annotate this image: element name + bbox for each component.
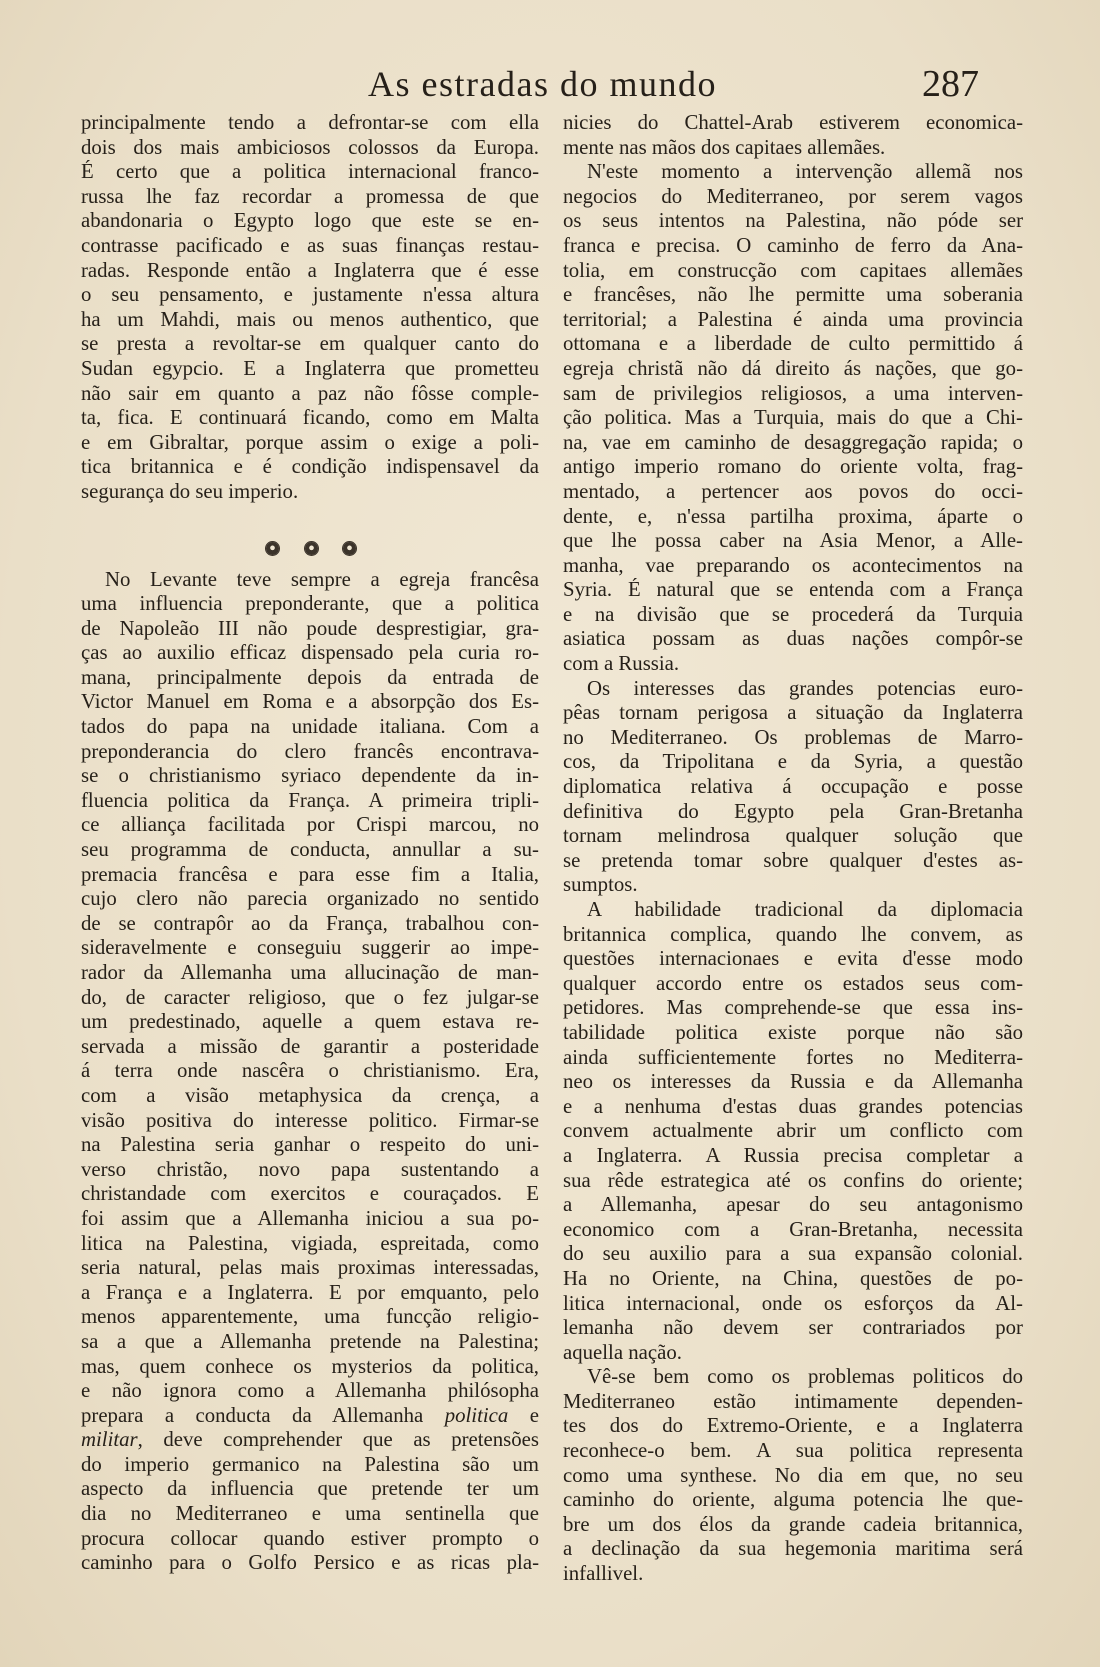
text-line: foi assim que a Allemanha iniciou a sua po- [81,1206,539,1230]
text-line: britannica complica, quando lhe convem, as [563,922,1023,946]
left-column [81,111,539,1576]
text-line: rador da Allemanha uma allucinação de man- [81,961,539,984]
text-line: menos apparentemente, uma funcção religio- [81,1305,539,1329]
text-line: tolia, em construcção com capitaes allemães [563,258,1023,282]
text-line: economico com a Gran-Bretanha, necessita [563,1217,1023,1241]
text-line: Syria. É natural que se entenda com a França [563,578,1023,602]
text-line: prepara a conducta da Allemanha politica e [81,1403,539,1427]
ornament-dot [266,542,279,555]
right-text-block [563,111,1023,1587]
running-head [0,62,1100,106]
text-line: se pretenda tomar sobre qualquer d'estes as- [563,848,1023,872]
text-line: cos, da Tripolitana e da Syria, a questão [563,750,1023,774]
text-line: russa lhe faz recordar a promessa de que [81,184,539,208]
text-line: tica britannica e é condição indispensavel da [81,455,539,479]
text-line: negocios do Mediterraneo, por serem vagos [563,184,1023,208]
text-line: dia no Mediterraneo e uma sentinella que [81,1502,539,1526]
text-line: cujo clero não parecia organizado no sentido [81,887,539,911]
section-break-ornament [266,536,356,560]
text-line: diplomatica relativa á occupação e posse [563,775,1023,799]
text-line: sideravelmente e conseguiu suggerir ao impe- [81,936,539,960]
text-line: e francêses, não lhe permitte uma soberania [563,283,1023,307]
text-line: asiatica possam as duas nações compôr-se [563,627,1023,651]
text-line: mente nas mãos dos capitaes allemães. [563,135,886,159]
text-line: o seu pensamento, e justamente n'essa altura [81,283,539,307]
text-line: tados do papa na unidade italiana. Com a [81,715,539,739]
text-line: principalmente tendo a defrontar-se com ella [81,111,539,134]
text-line: um predestinado, aquelle a quem estava re- [81,1010,539,1034]
text-line: litica na Palestina, vigiada, espreitada, como [81,1231,539,1255]
text-line: com a visão metaphysica da crença, a [81,1083,539,1107]
text-line: Mediterraneo estão intimamente dependen- [563,1389,1023,1413]
text-line: caminho para o Golfo Persico e as ricas pla- [81,1551,539,1575]
text-line: e não ignora como a Allemanha philósopha [81,1379,539,1403]
text-line: tabilidade politica existe porque não são [563,1020,1023,1044]
text-line: ta, fica. E continuará ficando, como em Malta [81,406,539,430]
text-line: e em Gibraltar, porque assim o exige a poli- [81,430,539,454]
text-line: uma influencia preponderante, que a politica [81,592,539,616]
text-line: abandonaria o Egypto logo que este se en- [81,209,539,233]
text-line: lemanha não devem ser contrariados por [563,1316,1023,1340]
text-line: mas, quem conhece os mysterios da politica, [81,1354,539,1378]
text-line: A habilidade tradicional da diplomacia [587,898,1023,921]
text-line: Sudan egypcio. E a Inglaterra que prometteu [81,356,539,380]
text-line: ainda sufficientemente fortes no Mediterra- [563,1045,1023,1069]
text-line: na Palestina seria ganhar o respeito do uni- [81,1133,539,1157]
text-line: É certo que a politica internacional franco- [81,160,539,184]
text-line: se presta a revoltar-se em qualquer canto do [81,332,539,356]
text-line: No Levante teve sempre a egreja francêsa [105,567,539,591]
text-line: visão positiva do interesse politico. Firmar-se [81,1108,539,1132]
text-line: fluencia politica da França. A primeira tripli- [81,788,539,812]
text-line: Vê-se bem como os problemas politicos do [587,1365,1023,1389]
text-line: os seus intentos na Palestina, não póde ser [563,209,1023,233]
text-line: christandade com exercitos e couraçados. E [81,1182,539,1206]
text-line: seria natural, pelas mais proximas interessadas, [81,1256,539,1280]
text-line: a França e a Inglaterra. E por emquanto, pelo [81,1280,539,1304]
text-line: a Allemanha, apesar do seu antagonismo [563,1193,1023,1217]
text-line: a Inglaterra. A Russia precisa completar a [563,1143,1023,1167]
text-line: aspecto da influencia que pretende ter um [81,1477,539,1501]
text-line: reconhece-o bem. A sua politica representa [563,1439,1023,1463]
text-line: que lhe possa caber na Asia Menor, a Alle- [563,529,1023,553]
text-line: segurança do seu imperio. [81,479,299,503]
text-line: não sair em quanto a paz não fôsse comple- [81,381,539,405]
right-column [563,111,1023,1587]
text-line: á terra onde nascêra o christianismo. Era, [81,1059,539,1083]
text-line: radas. Responde então a Inglaterra que é esse [81,258,539,282]
text-line: ce alliança facilitada por Crispi marcou, no [81,813,539,837]
text-line: dente, e, n'essa partilha proxima, áparte o [563,504,1023,528]
text-line: seu programma de conducta, annullar a su- [81,838,539,862]
text-line: tornam melindrosa qualquer solução que [563,824,1023,848]
text-line: convem actualmente abrir um conflicto com [563,1119,1023,1143]
text-line: territorial; a Palestina é ainda uma provincia [563,307,1023,331]
text-line: premacia francêsa e para esse fim a Italia, [81,862,539,886]
text-line: e a nenhuma d'estas duas grandes potencias [563,1094,1023,1118]
text-line: aquella nação. [563,1340,682,1364]
text-line: como uma synthese. No dia em que, no seu [563,1463,1023,1487]
text-line: do, de caracter religioso, que o fez julgar-se [81,985,539,1009]
text-line: e na divisão que se procederá da Turquia [563,602,1023,626]
text-line: mana, principalmente depois da entrada de [81,665,539,689]
text-line: verso christão, novo papa sustentando a [81,1157,539,1181]
text-line: sua rêde estrategica até os confins do oriente; [563,1168,1023,1192]
text-line: de Napoleão III não poude desprestigiar, gra- [81,616,539,640]
text-line: na, vae em caminho de desaggregação rapida; o [563,430,1023,454]
text-line: neo os interesses da Russia e da Allemanha [563,1070,1023,1094]
text-line: ção politica. Mas a Turquia, mais do que a Chi- [563,406,1023,430]
text-line: preponderancia do clero francês encontrava- [81,739,539,763]
text-line: mentado, a pertencer aos povos do occi- [563,479,1023,503]
running-title: As estradas do mundo [368,64,717,104]
text-line: do imperio germanico na Palestina são um [81,1452,539,1476]
text-line: manha, vae preparando os acontecimentos na [563,553,1023,577]
page-number: 287 [922,63,979,105]
text-line: questões internacionaes e evita d'esse modo [563,947,1023,971]
text-line: definitiva do Egypto pela Gran-Bretanha [563,799,1023,823]
text-line: sa a que a Allemanha pretende na Palestina; [81,1329,539,1353]
text-line: militar, deve comprehender que as pretensões [81,1428,539,1452]
text-line: Os interesses das grandes potencias euro- [587,676,1023,700]
text-line: de se contrapôr ao da França, trabalhou con- [81,911,539,935]
text-line: a declinação da sua hegemonia maritima será [563,1537,1023,1561]
left-text-block-2 [81,568,539,1576]
text-line: qualquer accordo entre os estados seus com- [563,971,1023,995]
text-line: ças ao auxilio efficaz dispensado pela curia ro- [81,641,539,665]
text-line: ottomana e a liberdade de culto permittido á [563,332,1023,356]
text-line: sam de privilegios religiosos, a uma interven- [563,381,1023,405]
text-line: pêas tornam perigosa a situação da Inglaterra [563,701,1023,725]
text-line: egreja christã não dá direito ás nações, que go- [563,356,1023,380]
text-line: petidores. Mas comprehende-se que essa ins- [563,996,1023,1020]
text-line: caminho do oriente, alguma potencia lhe que- [563,1488,1023,1512]
text-line: franca e precisa. O caminho de ferro da Ana- [563,233,1023,257]
left-text-block-1 [81,111,539,505]
text-line: ha um Mahdi, mais ou menos authentico, que [81,307,539,331]
text-line: tes dos do Extremo-Oriente, e a Inglaterra [563,1414,1023,1438]
text-line: bre um dos élos da grande cadeia britannica, [563,1512,1023,1536]
text-line: servada a missão de garantir a posteridade [81,1034,539,1058]
text-line: nicies do Chattel-Arab estiverem economica- [563,111,1023,134]
text-line: litica internacional, onde os esforços da Al- [563,1291,1023,1315]
text-line: Victor Manuel em Roma e a absorpção dos Es- [81,690,539,714]
text-line: dois dos mais ambiciosos colossos da Europa. [81,135,539,159]
text-line: procura collocar quando estiver prompto o [81,1526,539,1550]
text-line: antigo imperio romano do oriente volta, frag- [563,455,1023,479]
text-line: N'este momento a intervenção allemã nos [587,160,1023,184]
text-line: sumptos. [563,873,638,897]
text-line: no Mediterraneo. Os problemas de Marro- [563,725,1023,749]
text-line: se o christianismo syriaco dependente da in- [81,764,539,788]
text-line: Ha no Oriente, na China, questões de po- [563,1266,1023,1290]
text-line: infallivel. [563,1562,644,1586]
text-line: contrasse pacificado e as suas finanças restau- [81,233,539,257]
ornament-dot [305,542,318,555]
text-line: do seu auxilio para a sua expansão colonial. [563,1242,1023,1266]
ornament-dot [343,542,356,555]
text-line: com a Russia. [563,652,680,676]
